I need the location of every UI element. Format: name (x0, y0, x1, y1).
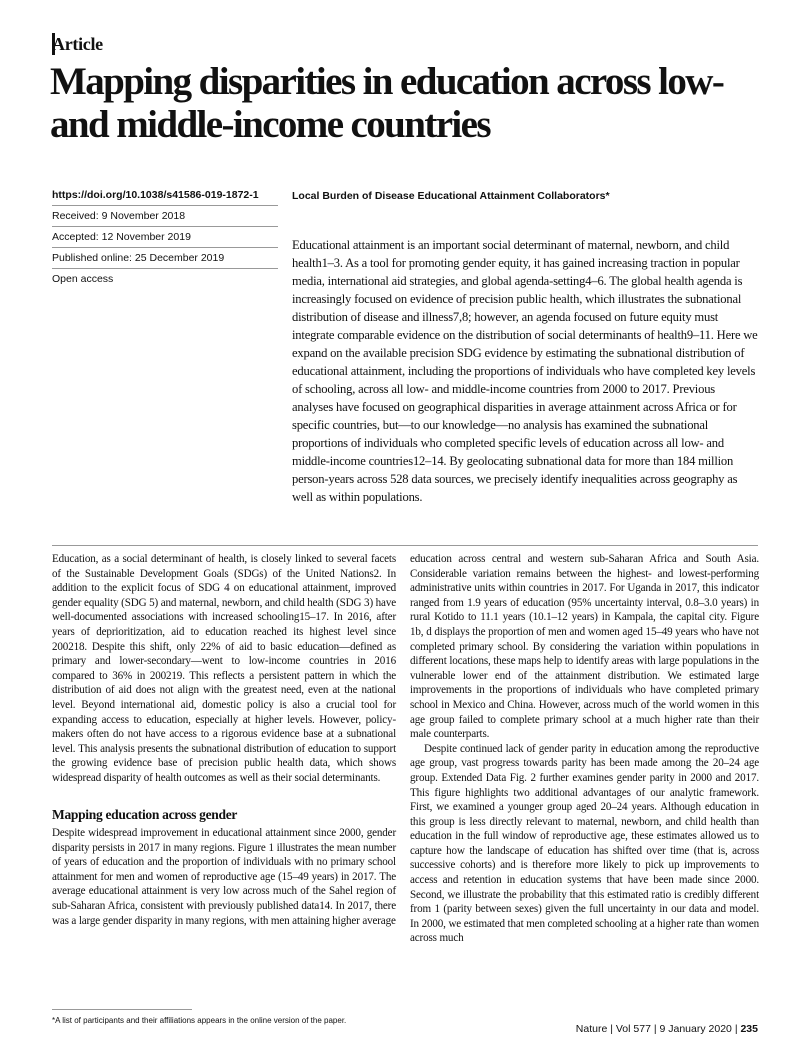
received-date: Received: 9 November 2018 (52, 205, 278, 226)
body-column-right (410, 552, 759, 946)
section-heading: Mapping education across gender (52, 806, 238, 822)
footer-separator: | (610, 1023, 616, 1035)
article-metadata (52, 190, 278, 289)
body-paragraph: Despite widespread improvement in educational attainment since 2000, gender disparity persists in 2017 in many regions. Figure 1 illustrates the mean number of years of education and the proportion of individuals with no primary school attainment for men and women of reproductive age (15–49 years) in 2017. The average educational attainment is very low across much of the Sahel region of sub-Saharan Africa, consistent with previously published data14. In 2017, there was a large gender disparity in many regions, with men attaining higher average (52, 827, 396, 927)
author-line: Local Burden of Disease Educational Attainment Collaborators* (292, 190, 610, 202)
body-column-left (52, 552, 396, 928)
footnote-rule (52, 1009, 192, 1010)
open-access-label: Open access (52, 268, 278, 289)
journal-name: Nature (575, 1023, 608, 1035)
published-date: Published online: 25 December 2019 (52, 247, 278, 268)
paper-title: Mapping disparities in education across low- and middle-income countries (50, 60, 724, 146)
volume-number: Vol 577 (615, 1023, 651, 1035)
intro-paragraph: Education, as a social determinant of health, is closely linked to several facets of the Sustainable Development Goals (SDGs) of the United Nations2. In addition to the explicit focus of SDG 4 on educational attainment, improved gender equality (SDG 5) and maternal, newborn, and child health (SDG 3) have well-documented associations with increased schooling15–17. In 2016, after years of deprioritization, aid to education reached its highest level since 200218. Despite this shift, only 22% of aid to basic education—defined as primary and lower-secondary—went to low-income countries in 2016 compared to 36% in 200219. This reflects a persistent pattern in which the distribution of aid does not align with the greatest need, even at the national level. Beyond international aid, domestic policy is also a crucial tool for expanding access to education, especially at higher levels. However, policy-makers often do not have access to a rigorous evidence base at a subnational level. This analysis presents the subnational distribution of education to support the growing evidence base of precision public health data, which shows widespread disparity of health outcomes as well as their social determinants. (52, 553, 396, 784)
footer-separator: | (653, 1023, 660, 1035)
section-divider (52, 545, 758, 546)
article-type-label: Article (52, 34, 103, 54)
page-footer (576, 1023, 758, 1035)
abstract: Educational attainment is an important social determinant of maternal, newborn, and child health1–3. As a tool for promoting gender equity, it has gained increasing traction in popular media, international aid strategies, and global agenda-setting4–6. The global health agenda is increasingly focused on evidence of precision public health, which illustrates the subnational distribution of disease and illness7,8; however, an agenda focused on future equity must integrate comparable evidence on the distribution of social determinants of health9–11. Here we expand on the available precision SDG evidence by estimating the subnational distribution of educational attainment, including the proportions of individuals who have completed key levels of schooling, across all low- and middle-income countries from 2000 to 2017. Previous analyses have focused on geographical disparities in average attainment across Africa or for specific countries, but—to our knowledge—no analysis has examined the subnational proportions of individuals who completed specific levels of education across all low- and middle-income countries12–14. By geolocating subnational data for more than 184 million person-years across 528 data sources, we precisely identify inequalities across geography as well as within populations. (292, 238, 758, 504)
body-paragraph: Despite continued lack of gender parity in education among the reproductive age group, vast progress towards parity has been made among the 20–24 age group. Extended Data Fig. 2 further examines gender parity in 2000 and 2017. This figure highlights two additional advantages of our analytic framework. First, we examined a younger group aged 20–24 years. Although education in this group is less directly relevant to maternal, newborn, and child health than education in the full window of reproductive age, these estimates allowed us to capture how the landscape of education has shifted over time (that is, across successive cohorts) and is therefore more likely to pick up improvements to access and retention in education systems that have been made since 2000. Second, we illustrate the probability that this estimated ratio is credibly different from 1 (parity between sexes) given the full uncertainty in our data and model. In 2000, we estimated that men completed schooling at a higher rate than women across much (410, 742, 759, 945)
body-paragraph: education across central and western sub-Saharan Africa and South Asia. Considerable variation remains between the highest- and lowest-performing administrative units within countries in 2017. For Uganda in 2017, this indicator ranged from 1.9 years of education (95% uncertainty interval, 0.8–3.0 years) in rural Kotido to 11.1 years (10.1–12 years) in Kampala, the capital city. Figure 1b, d displays the proportion of men and women aged 15–49 years who have not completed primary school. By considering the variation within populations in different locations, these maps help to identify areas with large populations in the vulnerable lower end of the attainment distribution. We estimated large improvements in the proportions of individuals who have completed primary school in Mexico and China. However, across much of the world women in this age group failed to complete primary school at a much higher rate than their male counterparts. (410, 553, 759, 741)
page-number: 235 (740, 1023, 758, 1035)
footnote: *A list of participants and their affiliations appears in the online version of the paper. (52, 1016, 347, 1025)
doi-link[interactable]: https://doi.org/10.1038/s41586-019-1872-1 (52, 189, 259, 201)
issue-date: 9 January 2020 (659, 1023, 732, 1035)
accepted-date: Accepted: 12 November 2019 (52, 226, 278, 247)
footer-separator: | (734, 1023, 741, 1035)
